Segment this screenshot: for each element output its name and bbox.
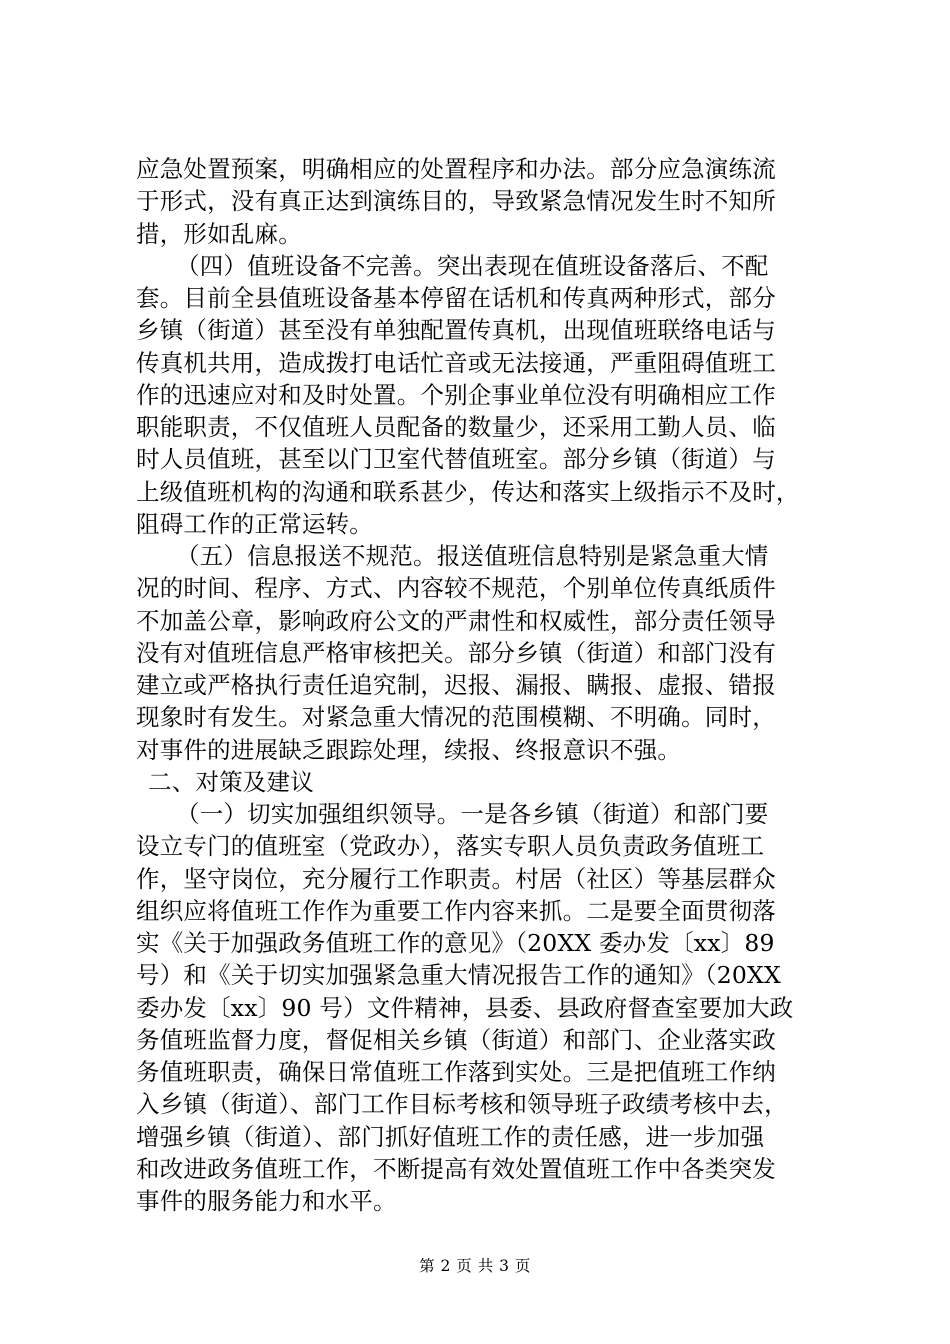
text-line: 作，坚守岗位，充分履行工作职责。村居（社区）等基层群众 <box>136 864 776 893</box>
text-line: 和改进政务值班工作，不断提高有效处置值班工作中各类突发 <box>136 1154 776 1183</box>
text-line: 措，形如乱麻。 <box>136 219 302 248</box>
text-line: （一）切实加强组织领导。一是各乡镇（街道）和部门要 <box>176 800 769 828</box>
text-line: 号）和《关于切实加强紧急重大情况报告工作的通知》（20XX <box>136 961 781 990</box>
text-line: 应急处置预案，明确相应的处置程序和办法。部分应急演练流 <box>136 155 776 183</box>
text-line: （五）信息报送不规范。报送值班信息特别是紧急重大情 <box>176 542 769 570</box>
text-line: 上级值班机构的沟通和联系甚少，传达和落实上级指示不及时， <box>136 477 800 506</box>
text-line: 事件的服务能力和水平。 <box>136 1187 397 1215</box>
text-line: 不加盖公章，影响政府公文的严肃性和权威性，部分责任领导 <box>136 606 776 635</box>
text-line: 设立专门的值班室（党政办），落实专职人员负责政务值班工 <box>136 832 765 861</box>
page-footer: 第 2 页 共 3 页 <box>419 1257 531 1275</box>
text-line: 没有对值班信息严格审核把关。部分乡镇（街道）和部门没有 <box>136 638 776 667</box>
text-line: 于形式，没有真正达到演练目的，导致紧急情况发生时不知所 <box>136 187 776 216</box>
text-line: 建立或严格执行责任追究制，迟报、漏报、瞒报、虚报、错报 <box>136 671 776 699</box>
text-line: 实《关于加强政务值班工作的意见》（20XX 委办发〔xx〕89 <box>136 929 775 957</box>
text-line: 况的时间、程序、方式、内容较不规范，个别单位传真纸质件 <box>136 574 776 603</box>
text-line: 委办发〔xx〕90 号）文件精神，县委、县政府督查室要加大政 <box>136 993 794 1022</box>
text-line: 传真机共用，造成拨打电话忙音或无法接通，严重阻碍值班工 <box>136 348 776 377</box>
text-line: 职能职责，不仅值班人员配备的数量少，还采用工勤人员、临 <box>136 413 776 441</box>
text-line: 增强乡镇（街道）、部门抓好值班工作的责任感，进一步加强 <box>136 1122 765 1151</box>
text-line: 套。目前全县值班设备基本停留在话机和传真两种形式，部分 <box>136 284 776 312</box>
text-line: 阻碍工作的正常运转。 <box>136 509 373 538</box>
text-line: 入乡镇（街道）、部门工作目标考核和领导班子政绩考核中去， <box>136 1090 788 1119</box>
text-line: 务值班职责，确保日常值班工作落到实处。三是把值班工作纳 <box>136 1058 776 1086</box>
text-line: 现象时有发生。对紧急重大情况的范围模糊、不明确。同时， <box>136 703 776 732</box>
text-line: 二、对策及建议 <box>148 767 314 796</box>
text-line: 作的迅速应对和及时处置。个别企事业单位没有明确相应工作 <box>136 380 776 409</box>
text-line: 乡镇（街道）甚至没有单独配置传真机，出现值班联络电话与 <box>136 316 776 345</box>
text-line: 时人员值班，甚至以门卫室代替值班室。部分乡镇（街道）与 <box>136 445 776 474</box>
text-line: （四）值班设备不完善。突出表现在值班设备落后、不配 <box>176 251 769 280</box>
text-line: 对事件的进展缺乏跟踪处理，续报、终报意识不强。 <box>136 735 682 764</box>
text-line: 组织应将值班工作作为重要工作内容来抓。二是要全面贯彻落 <box>136 896 776 925</box>
text-line: 务值班监督力度，督促相关乡镇（街道）和部门、企业落实政 <box>136 1025 776 1054</box>
